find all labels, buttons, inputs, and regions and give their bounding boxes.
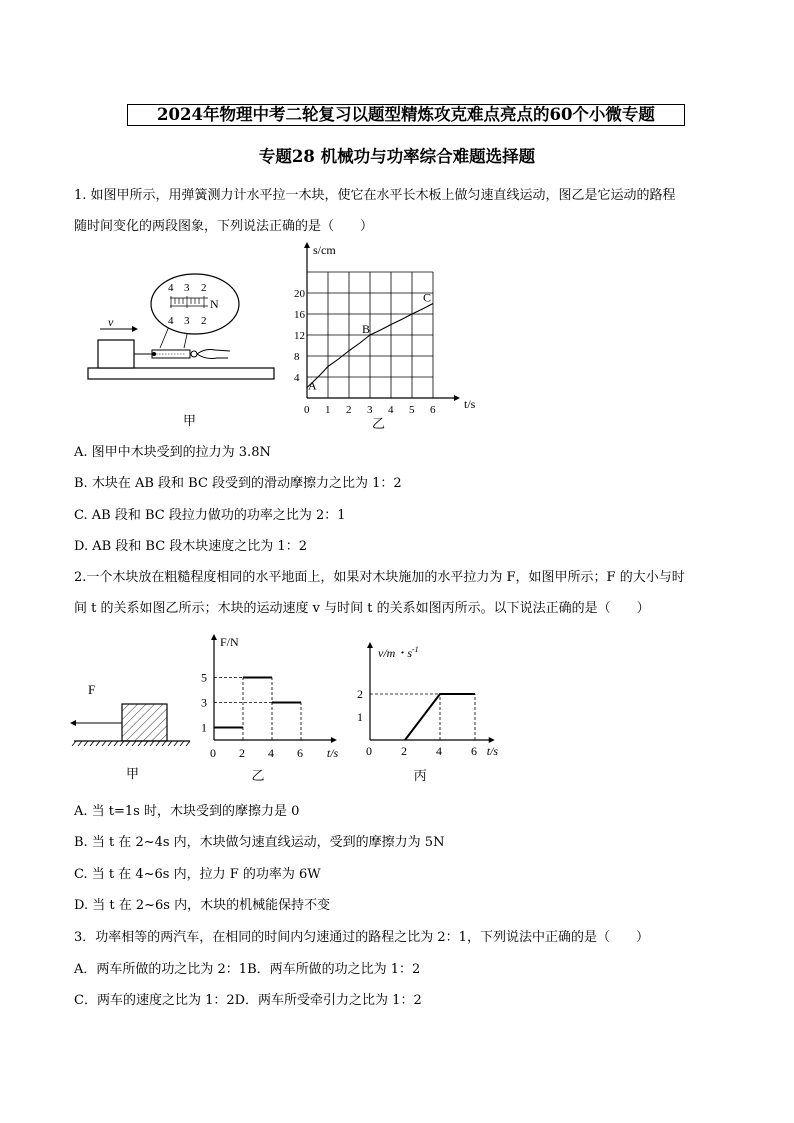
q1-caption-jia: 甲	[183, 413, 197, 428]
x-tick-label: 6	[471, 744, 477, 758]
long-board	[88, 368, 274, 379]
y-tick-label: 4	[294, 372, 300, 384]
y-axis-label: F/N	[220, 635, 239, 649]
scale-bottom-2: 2	[201, 315, 207, 327]
x-tick-label: 3	[367, 404, 373, 416]
x-tick-label: 0	[210, 746, 216, 760]
hand	[197, 350, 230, 359]
y-axis-label-superscript: -1	[412, 645, 419, 654]
q2-option-a: A. 当 t=1s 时，木块受到的摩擦力是 0	[74, 804, 300, 819]
q1-stem-line2: 随时间变化的两段图象，下列说法正确的是（ ）	[74, 219, 374, 234]
q2-stem-line2: 间 t 的关系如图乙所示；木块的运动速度 v 与时间 t 的关系如图丙所示。以下说法正确的是（ ）	[74, 601, 650, 616]
scale-top-4: 4	[168, 282, 174, 294]
y-tick-label: 12	[294, 330, 305, 342]
wood-block	[98, 340, 134, 368]
document-title: 2024年物理中考二轮复习以题型精炼攻克难点亮点的60个小微专题	[127, 104, 685, 126]
scale-bottom-3: 3	[184, 315, 190, 327]
q1-caption-yi: 乙	[372, 416, 386, 431]
q1-stem-line1: 1. 如图甲所示，用弹簧测力计水平拉一木块，使它在水平长木板上做匀速直线运动，图乙是它运动的路程	[74, 188, 676, 203]
x-axis-label: t/s	[326, 746, 339, 760]
x-tick-label: 1	[325, 404, 331, 416]
x-tick-label: 5	[409, 404, 415, 416]
q1-option-c: C. AB 段和 BC 段拉力做功的功率之比为 2：1	[74, 508, 346, 523]
q2-caption-yi: 乙	[251, 768, 265, 783]
y-axis-arrow	[304, 242, 310, 248]
q2-caption-jia: 甲	[126, 766, 140, 781]
x-axis-arrow	[489, 737, 495, 743]
hatched-block	[122, 704, 167, 741]
y-axis-label: v/m・$s^{-1}$	[378, 645, 419, 660]
y-tick-label: 2	[357, 687, 363, 701]
x-tick-label: 4	[436, 744, 442, 758]
point-label-c: C	[423, 290, 432, 305]
scale-bottom-4: 4	[168, 315, 174, 327]
x-tick-label: 0	[366, 744, 372, 758]
q2-option-d: D. 当 t 在 2~6s 内，木块的机械能保持不变	[74, 898, 331, 913]
x-axis-label: t/s	[486, 744, 499, 758]
q1-option-d: D. AB 段和 BC 段木块速度之比为 1：2	[74, 539, 307, 554]
x-tick-label: 6	[430, 404, 436, 416]
y-tick-label: 16	[294, 309, 305, 321]
x-axis-arrow	[454, 395, 460, 401]
y-tick-label: 20	[294, 288, 305, 300]
x-tick-label: 2	[346, 404, 352, 416]
y-tick-label: 5	[201, 670, 207, 685]
q2-option-b: B. 当 t 在 2~4s 内，木块做匀速直线运动，受到的摩擦力为 5N	[74, 835, 445, 850]
scale-top-2: 2	[201, 282, 207, 294]
q2-fig-jia	[68, 680, 193, 780]
x-tick-label: 2	[239, 746, 245, 760]
topic-subtitle: 专题28 机械功与功率综合难题选择题	[258, 147, 536, 166]
y-axis-arrow	[367, 642, 373, 648]
x-axis-label: t/s	[464, 397, 476, 411]
q2-caption-bing: 丙	[413, 768, 427, 783]
q3-options-line2: C．两车的速度之比为 1：2D．两车所受牵引力之比为 1：2	[74, 993, 422, 1008]
y-tick-label: 8	[294, 351, 300, 363]
q1-option-b: B. 木块在 AB 段和 BC 段受到的滑动摩擦力之比为 1：2	[74, 476, 402, 491]
scale-unit: N	[210, 297, 219, 311]
q1-fig-jia	[80, 268, 280, 428]
x-tick-label: 6	[297, 746, 303, 760]
force-label: F	[88, 682, 96, 697]
q2-chart-yi	[196, 630, 356, 786]
q1-option-a: A. 图甲中木块受到的拉力为 3.8N	[74, 445, 271, 460]
y-tick-label: 1	[201, 720, 207, 735]
point-label-a: A	[308, 378, 317, 393]
q3-options-line1: A．两车所做的功之比为 2：1B．两车所做的功之比为 1：2	[74, 962, 421, 977]
scale-top-3: 3	[184, 282, 190, 294]
x-axis-arrow	[331, 737, 337, 743]
q2-option-c: C. 当 t 在 4~6s 内，拉力 F 的功率为 6W	[74, 867, 321, 882]
q2-stem-line1: 2.一个木块放在粗糙程度相同的水平地面上，如果对木块施加的水平拉力为 F，如图甲所示；F 的大小与时	[74, 570, 685, 585]
q2-chart-bing	[352, 640, 502, 786]
x-tick-label: 4	[268, 746, 274, 760]
q1-chart-yi	[292, 238, 476, 434]
y-axis-arrow	[211, 634, 217, 640]
y-tick-label: 1	[357, 710, 363, 724]
velocity-label: v	[108, 315, 114, 329]
y-axis-label: s/cm	[313, 243, 336, 257]
y-tick-label: 3	[201, 695, 207, 710]
x-tick-label: 2	[401, 744, 407, 758]
x-tick-label: 0	[304, 404, 310, 416]
q3-stem: 3．功率相等的两汽车，在相同的时间内匀速通过的路程之比为 2：1，下列说法中正确的是（ ）	[74, 930, 649, 945]
x-tick-label: 4	[388, 404, 394, 416]
point-label-b: B	[362, 322, 371, 336]
